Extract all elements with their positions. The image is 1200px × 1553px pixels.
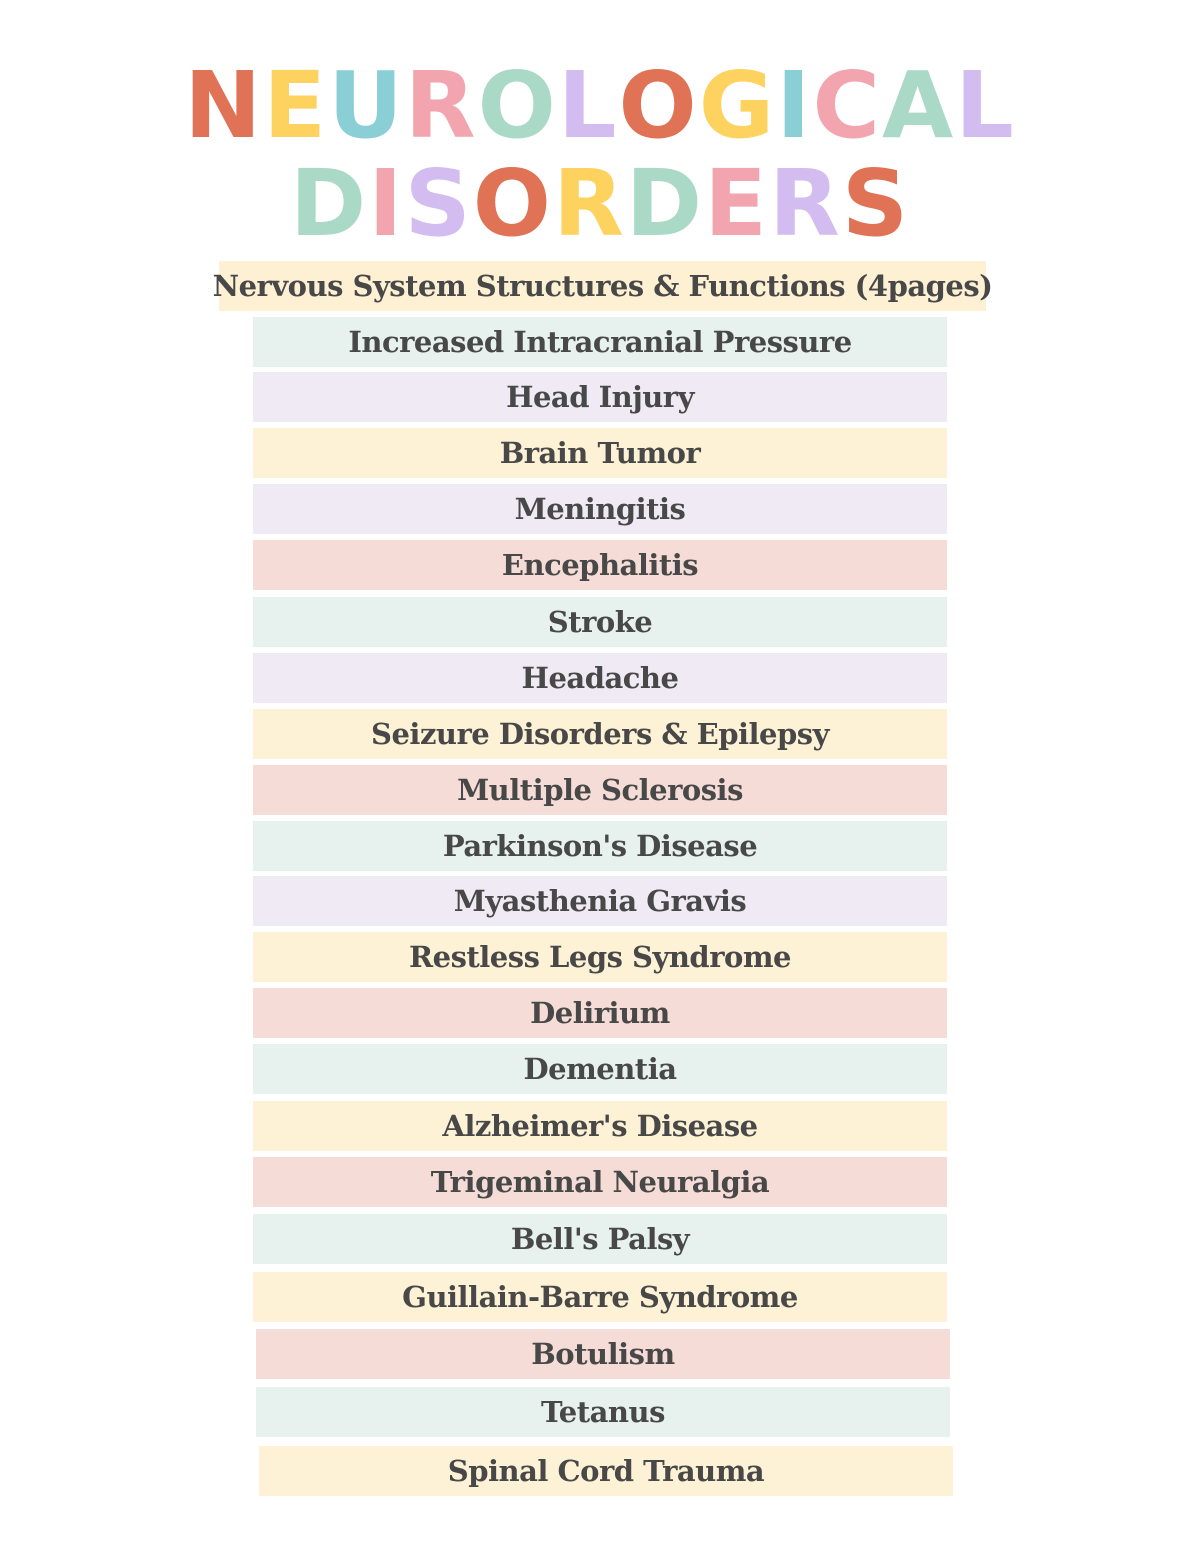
section-header[interactable]: Nervous System Structures & Functions (4pages) xyxy=(219,261,986,311)
topic-item[interactable]: Brain Tumor xyxy=(253,428,947,478)
title-letter: O xyxy=(477,52,558,159)
topic-item[interactable]: Delirium xyxy=(253,988,947,1038)
topic-item[interactable]: Bell's Palsy xyxy=(253,1214,947,1264)
title-letter: O xyxy=(472,150,553,257)
title-letter: D xyxy=(625,150,705,257)
topic-item[interactable]: Headache xyxy=(253,653,947,703)
title-letter: D xyxy=(289,150,369,257)
title-letter: R xyxy=(552,150,626,257)
title-letter: E xyxy=(263,52,329,159)
title-letter: C xyxy=(812,52,882,159)
title-letter: S xyxy=(404,150,473,257)
topic-item[interactable]: Meningitis xyxy=(253,484,947,534)
topic-item[interactable]: Restless Legs Syndrome xyxy=(253,932,947,982)
topic-item[interactable]: Myasthenia Gravis xyxy=(253,876,947,926)
topic-item[interactable]: Parkinson's Disease xyxy=(253,821,947,871)
topic-item[interactable]: Botulism xyxy=(256,1329,950,1379)
title-letter: S xyxy=(841,150,911,257)
topic-item[interactable]: Seizure Disorders & Epilepsy xyxy=(253,709,947,759)
title-letter: L xyxy=(557,52,619,159)
topic-item[interactable]: Multiple Sclerosis xyxy=(253,765,947,815)
topic-item[interactable]: Alzheimer's Disease xyxy=(253,1101,947,1151)
topic-item[interactable]: Stroke xyxy=(253,597,947,647)
title-letter: R xyxy=(769,150,842,257)
title-letter: L xyxy=(955,52,1016,159)
title-letter: E xyxy=(704,150,770,257)
topic-item[interactable]: Encephalitis xyxy=(253,540,947,590)
title-letter: U xyxy=(328,52,405,159)
topic-item[interactable]: Increased Intracranial Pressure xyxy=(253,317,947,367)
title-letter: A xyxy=(881,52,956,159)
topic-item[interactable]: Trigeminal Neuralgia xyxy=(253,1157,947,1207)
topic-item[interactable]: Tetanus xyxy=(256,1387,950,1437)
topic-item[interactable]: Spinal Cord Trauma xyxy=(259,1446,953,1496)
title-letter: R xyxy=(404,52,478,159)
title-letter: G xyxy=(698,52,777,159)
title-letter: I xyxy=(776,52,813,159)
topic-item[interactable]: Head Injury xyxy=(253,372,947,422)
topic-item[interactable]: Dementia xyxy=(253,1044,947,1094)
title-letter: I xyxy=(368,150,405,257)
topic-item[interactable]: Guillain-Barre Syndrome xyxy=(253,1272,947,1322)
title-letter: N xyxy=(184,52,264,159)
title-letter: O xyxy=(618,52,699,159)
